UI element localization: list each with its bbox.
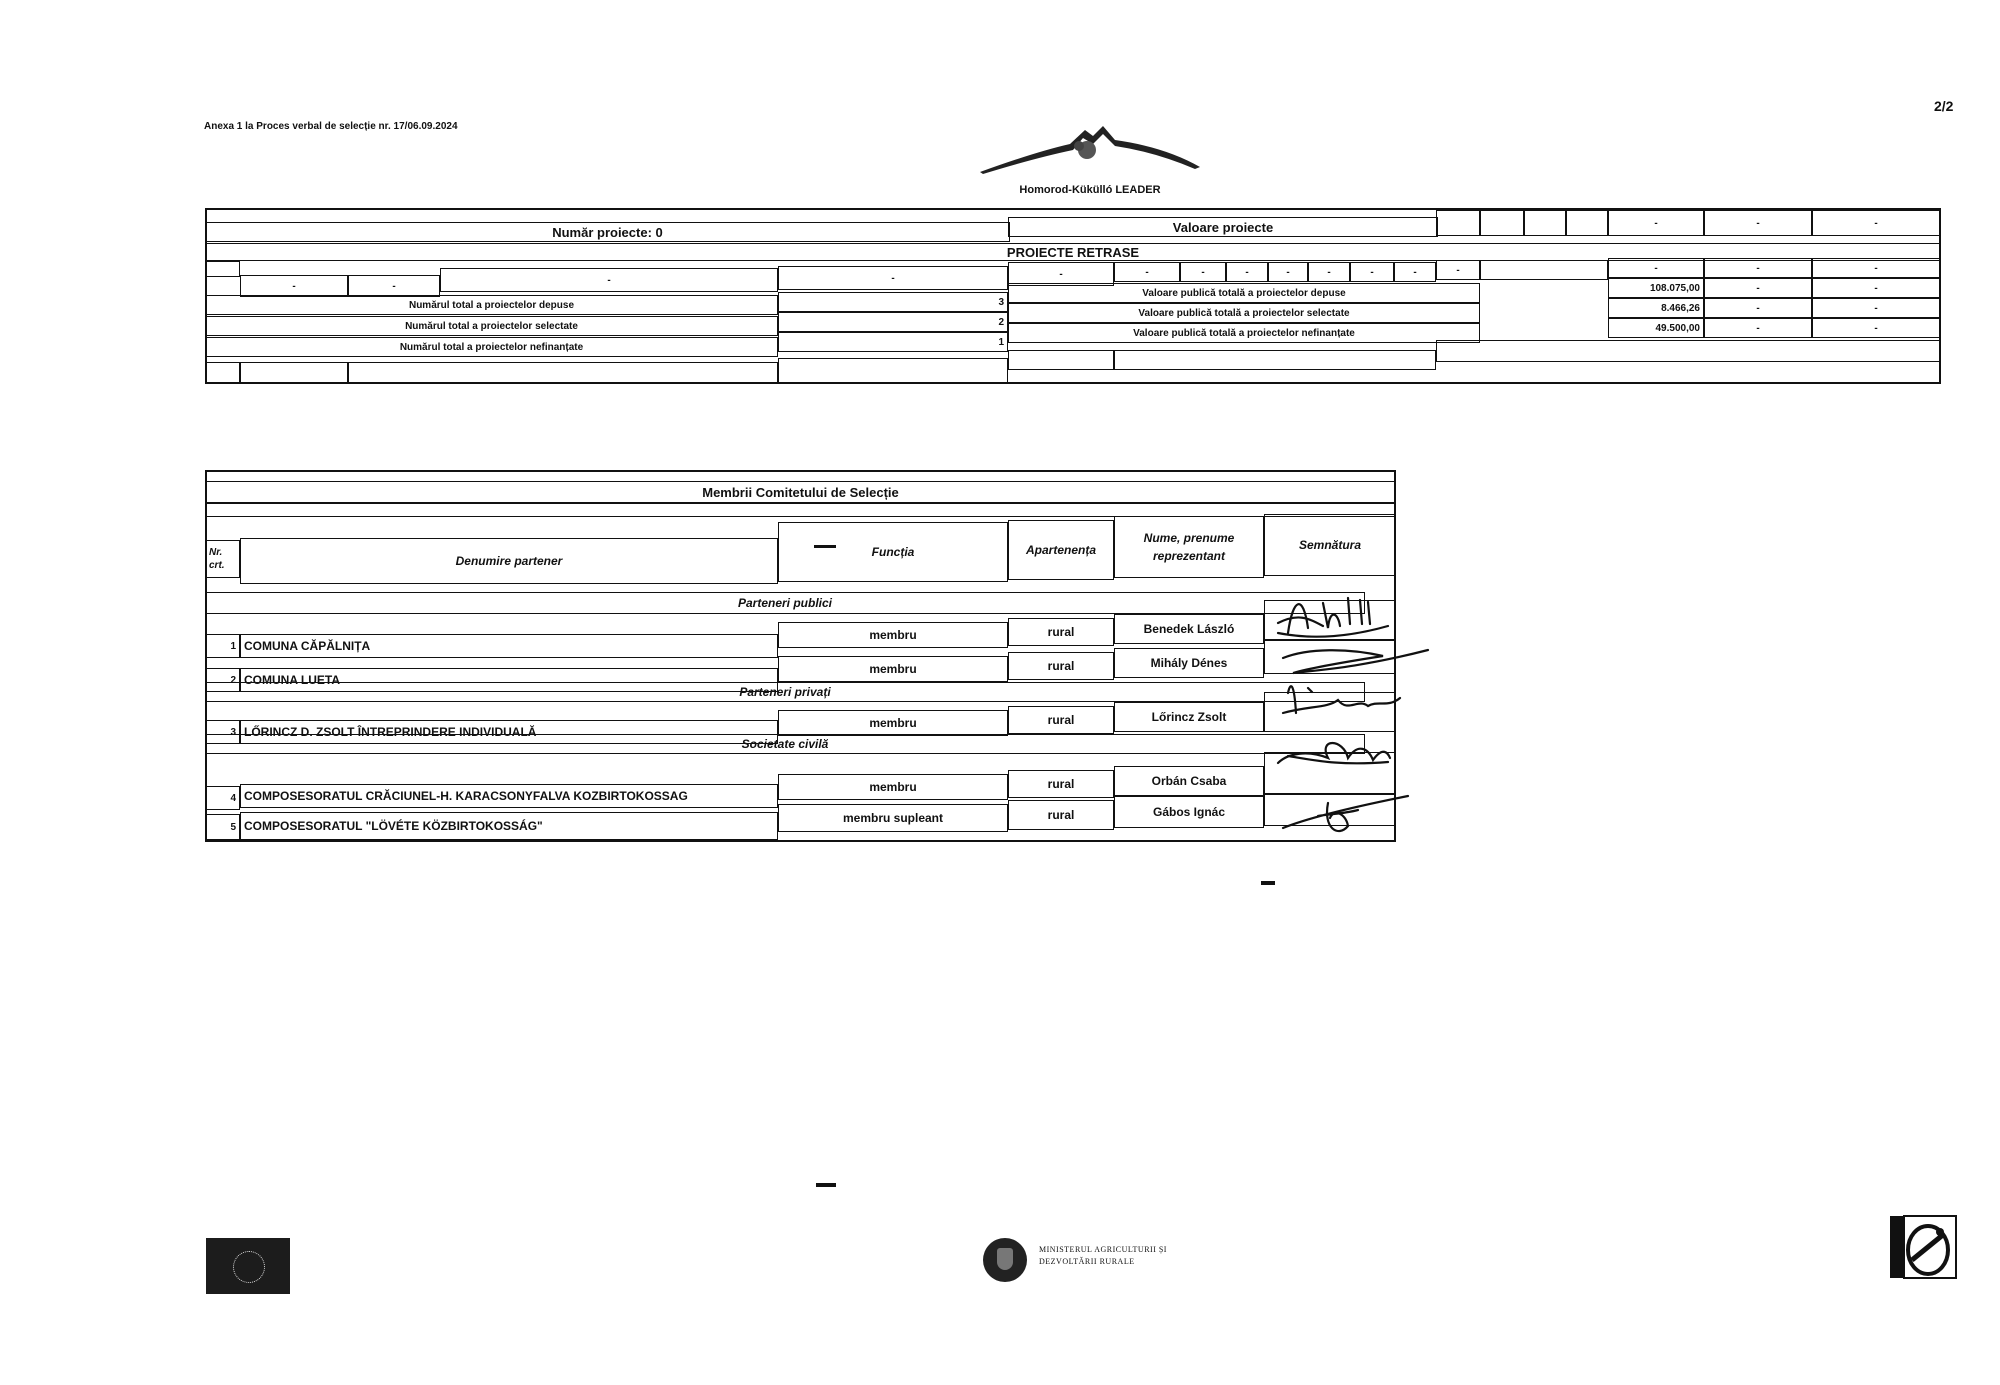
member-representative: Benedek László xyxy=(1114,614,1264,644)
dash-cell: - xyxy=(1226,262,1268,282)
logo-caption: Homorod-Kükülló LEADER xyxy=(1019,184,1161,196)
stat-count-submitted: 3 xyxy=(778,292,1008,312)
signature-5-icon xyxy=(1283,796,1408,831)
lag-logo xyxy=(975,122,1205,206)
stat-value-selected: 8.466,26 xyxy=(1608,298,1704,318)
member-belonging: rural xyxy=(1008,770,1114,798)
withdrawn-projects-title: PROIECTE RETRASE xyxy=(205,243,1941,261)
stat-count-selected: 2 xyxy=(778,312,1008,332)
member-belonging: rural xyxy=(1008,706,1114,734)
member-representative: Orbán Csaba xyxy=(1114,766,1264,796)
col-nr-header: Nr. crt. xyxy=(205,540,240,578)
col-role-header: Funcția xyxy=(778,522,1008,582)
dash-cell: - xyxy=(1812,258,1940,278)
stat-label-unfunded: Numărul total a proiectelor nefinanțate xyxy=(205,337,778,357)
dash-cell: - xyxy=(1180,262,1226,282)
grid-cell xyxy=(205,362,240,384)
member-nr: 4 xyxy=(205,786,240,810)
grid-cell xyxy=(1566,210,1608,236)
member-belonging: rural xyxy=(1008,618,1114,646)
grid-cell xyxy=(1436,210,1480,236)
member-name: COMPOSESORATUL "LÖVÉTE KÖZBIRTOKOSSÁG" xyxy=(240,812,778,840)
member-belonging: rural xyxy=(1008,800,1114,830)
member-nr: 5 xyxy=(205,814,240,840)
grid-cell xyxy=(205,503,1396,517)
signature-1-icon xyxy=(1278,598,1388,637)
signature-3-icon xyxy=(1283,686,1400,713)
stat-label-selected: Numărul total a proiectelor selectate xyxy=(205,316,778,336)
grid-cell xyxy=(240,362,348,384)
scan-mark xyxy=(816,1183,836,1187)
member-role: membru supleant xyxy=(778,804,1008,832)
signature-2-icon xyxy=(1283,650,1428,673)
grid-cell xyxy=(1480,210,1524,236)
stat-value-label-selected: Valoare publică totală a proiectelor selectate xyxy=(1008,303,1480,323)
member-role: membru xyxy=(778,656,1008,682)
dash-cell: - xyxy=(1008,262,1114,286)
col-name-header: Denumire partener xyxy=(240,538,778,584)
member-representative: Gábos Ignác xyxy=(1114,796,1264,828)
col-sign-header: Semnătura xyxy=(1264,514,1396,576)
dash-cell: - xyxy=(1436,260,1480,280)
member-nr: 1 xyxy=(205,634,240,658)
leader-logo xyxy=(1888,1212,1958,1282)
grid-cell xyxy=(1436,340,1940,362)
mountain-logo-icon xyxy=(975,122,1205,182)
group-public-partners: Parteneri publici xyxy=(205,592,1365,614)
stat-value-label-unfunded: Valoare publică totală a proiectelor nefinanțate xyxy=(1008,323,1480,343)
project-value-cell: Valoare proiecte xyxy=(1008,217,1438,237)
member-nr: 2 xyxy=(205,668,240,692)
member-representative: Lőrincz Zsolt xyxy=(1114,702,1264,732)
annex-reference: Anexa 1 la Proces verbal de selecție nr. 17/06.09.2024 xyxy=(204,121,458,132)
grid-cell xyxy=(1524,210,1566,236)
project-count-cell: Număr proiecte: 0 xyxy=(205,222,1010,242)
dash-cell: - xyxy=(1394,262,1436,282)
col-rep-header: Nume, prenume reprezentant xyxy=(1114,516,1264,578)
member-representative: Mihály Dénes xyxy=(1114,648,1264,678)
dash-cell: - xyxy=(1704,258,1812,278)
member-role: membru xyxy=(778,710,1008,736)
committee-title: Membrii Comitetului de Selecție xyxy=(205,481,1396,503)
page-number: 2/2 xyxy=(1934,98,1954,114)
member-name: LŐRINCZ D. ZSOLT ÎNTREPRINDERE INDIVIDUALĂ xyxy=(240,720,778,744)
dash-cell: - xyxy=(440,268,778,292)
grid-cell xyxy=(205,261,240,277)
dash-cell: - xyxy=(1704,318,1812,338)
grid-cell xyxy=(1008,350,1114,370)
dash-cell: - xyxy=(1608,258,1704,278)
romania-coat-of-arms-icon xyxy=(983,1238,1027,1282)
dash-cell: - xyxy=(1268,262,1308,282)
dash-cell: - xyxy=(778,266,1008,290)
stat-value-unfunded: 49.500,00 xyxy=(1608,318,1704,338)
dash-cell: - xyxy=(1812,278,1940,298)
stat-value-label-submitted: Valoare publică totală a proiectelor depuse xyxy=(1008,283,1480,303)
group-private-partners: Parteneri privați xyxy=(205,682,1365,702)
dash-cell: - xyxy=(1812,298,1940,318)
scan-mark xyxy=(1261,881,1275,885)
eu-flag-logo xyxy=(206,1238,290,1294)
dash-cell: - xyxy=(1350,262,1394,282)
scan-mark xyxy=(814,545,836,548)
member-name: COMUNA LUETA xyxy=(240,668,778,692)
grid-cell xyxy=(1480,260,1608,280)
dash-cell: - xyxy=(1704,278,1812,298)
dash-cell: - xyxy=(1704,298,1812,318)
ministry-logo xyxy=(983,1238,1203,1282)
leader-icon xyxy=(1888,1212,1958,1282)
member-role: membru xyxy=(778,774,1008,800)
stat-count-unfunded: 1 xyxy=(778,332,1008,352)
stat-label-submitted: Numărul total a proiectelor depuse xyxy=(205,295,778,315)
group-civil-society: Societate civilă xyxy=(205,734,1365,754)
ministry-name: MINISTERUL AGRICULTURII ȘI DEZVOLTĂRII RURALE xyxy=(1039,1245,1167,1266)
dash-cell: - xyxy=(348,275,440,297)
member-name: COMUNA CĂPĂLNIȚA xyxy=(240,634,778,658)
dash-cell: - xyxy=(1114,262,1180,282)
grid-cell xyxy=(348,362,778,384)
signature-4-icon xyxy=(1278,743,1390,763)
member-role: membru xyxy=(778,622,1008,648)
col-belonging-header: Apartenența xyxy=(1008,520,1114,580)
grid-cell xyxy=(778,358,1008,384)
dash-cell: - xyxy=(1812,210,1940,236)
dash-cell: - xyxy=(1704,210,1812,236)
dash-cell: - xyxy=(1608,210,1704,236)
dash-cell: - xyxy=(1812,318,1940,338)
dash-cell: - xyxy=(240,275,348,297)
member-name: COMPOSESORATUL CRĂCIUNEL-H. KARACSONYFALVA KOZBIRTOKOSSAG xyxy=(240,784,778,808)
stat-value-submitted: 108.075,00 xyxy=(1608,278,1704,298)
eu-stars-icon xyxy=(233,1251,265,1283)
signatures-drawing xyxy=(1268,588,1448,848)
member-belonging: rural xyxy=(1008,652,1114,680)
member-nr: 3 xyxy=(205,720,240,744)
grid-cell xyxy=(1114,350,1436,370)
dash-cell: - xyxy=(1308,262,1350,282)
